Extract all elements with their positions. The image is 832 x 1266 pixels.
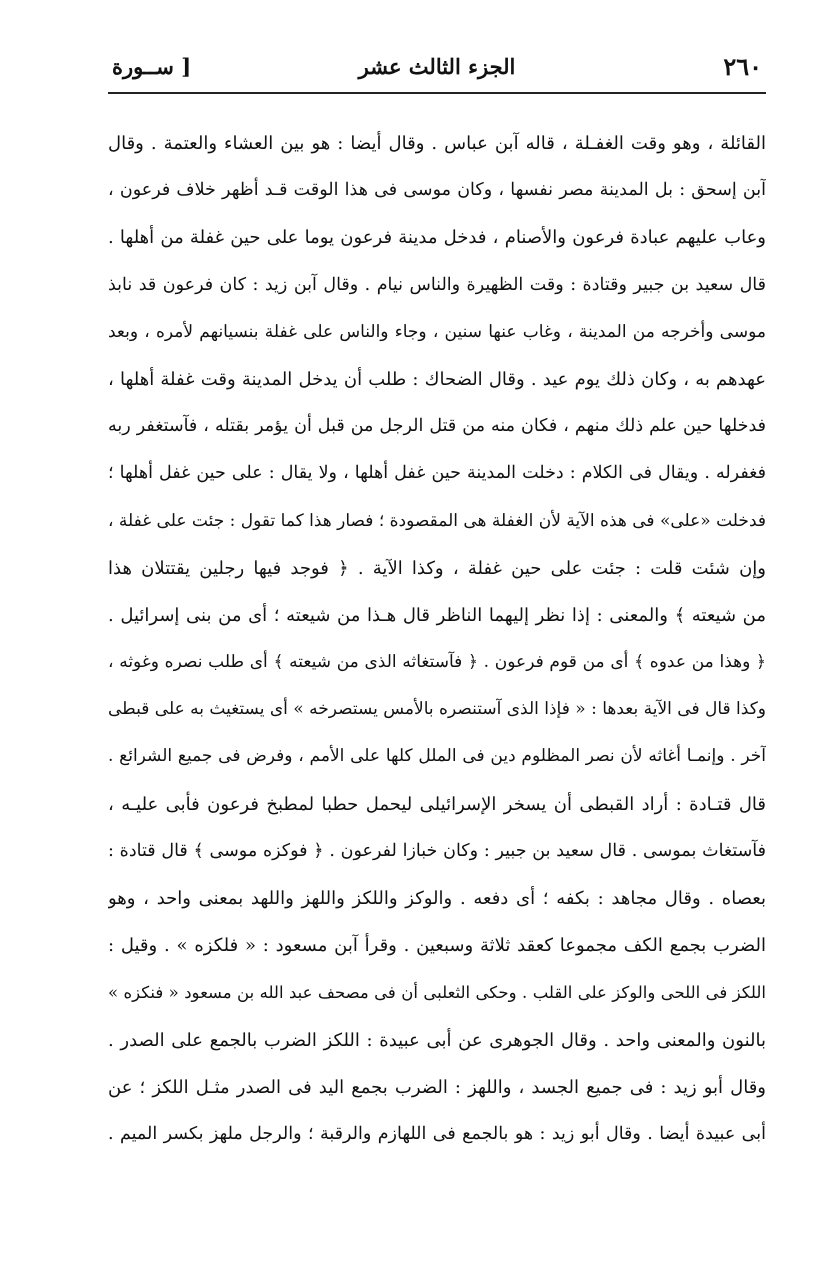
text-line: وكذا قال فى الآية بعدها : « فإذا الذى آستنصره بالأمس يستصرخه » أى يستغيث به على قبطى (108, 699, 766, 720)
text-line: قال سعيد بن جبير وقتادة : وقت الظهيرة والناس نيام . وقال آبن زيد : كان فرعون قد نابذ (108, 274, 766, 295)
text-line: قال قتـادة : أراد القبطى أن يسخر الإسرائيلى ليحمل حطبا لمطبخ فرعون فأبى عليـه ، (108, 793, 766, 815)
text-line: بعصاه . وقال مجاهد : بكفه ؛ أى دفعه . والوكز واللكز واللهز واللهد بمعنى واحد ، وهو (108, 888, 766, 909)
text-line: الضرب بجمع الكف مجموعا كعقد ثلاثة وسبعين . وقرأ آبن مسعود : « فلكزه » . وقيل : (108, 935, 766, 957)
text-line: آبن إسحق : بل المدينة مصر نفسها ، وكان موسى فى هذا الوقت قـد أظهر خلاف فرعون ، (108, 180, 766, 201)
text-line: أبى عبيدة أيضا . وقال أبو زيد : هو بالجمع فى اللهازم والرقبة ؛ والرجل ملهز بكسر الميم . (108, 1123, 766, 1144)
text-line: فغفرله . ويقال فى الكلام : دخلت المدينة حين غفل أهلها ، ولا يقال : على حين غفل أهلها ؛ (108, 463, 766, 484)
header-rule (108, 92, 766, 94)
page-header (112, 44, 762, 90)
text-line: وعاب عليهم عبادة فرعون والأصنام ، فدخل مدينة فرعون يوما على حين غفلة من أهلها . (108, 227, 766, 249)
body-text (108, 120, 766, 1158)
text-line: فدخلت «على» فى هذه الآية لأن الغفلة هى المقصودة ؛ فصار هذا كما تقول : جئت على غفلة ، (108, 510, 766, 531)
text-line: فآستغاث بموسى . قال سعيد بن جبير : وكان خبازا لفرعون . ﴿ فوكزه موسى ﴾ قال قتادة : (108, 840, 766, 861)
running-title: الجزء الثالث عشر (358, 54, 516, 79)
text-line: من شيعته ﴾ والمعنى : إذا نظر إليهما الناظر قال هـذا من شيعته ؛ أى من بنى إسرائيل . (108, 604, 766, 626)
text-line: عهدهم به ، وكان ذلك يوم عيد . وقال الضحاك : طلب أن يدخل المدينة وقت غفلة أهلها ، (108, 368, 766, 390)
text-line: وقال أبو زيد : فى جميع الجسد ، واللهز : الضرب بجمع اليد فى الصدر مثـل اللكز ؛ عن (108, 1076, 766, 1098)
surah-label: [ ســورة (112, 54, 192, 79)
text-line: القائلة ، وهو وقت الغفـلة ، قاله آبن عباس . وقال أيضا : هو بين العشاء والعتمة . وقال (108, 133, 766, 154)
page-number: ٢٦٠ (723, 52, 762, 81)
text-line: فدخلها حين علم ذلك منهم ، فكان منه من قتل الرجل من قبل أن يؤمر بقتله ، فآستغفر ربه (108, 416, 766, 437)
text-line: وإن شئت قلت : جئت على حين غفلة ، وكذا الآية . ﴿ فوجد فيها رجلين يقتتلان هذا (108, 557, 766, 579)
text-line: بالنون والمعنى واحد . وقال الجوهرى عن أبى عبيدة : اللكز الضرب بالجمع على الصدر . (108, 1029, 766, 1051)
text-line: موسى وأخرجه من المدينة ، وغاب عنها سنين ، وجاء والناس على غفلة بنسيانهم لأمره ، وبعد (108, 321, 766, 342)
text-line: ﴿ وهذا من عدوه ﴾ أى من قوم فرعون . ﴿ فآستغاثه الذى من شيعته ﴾ أى طلب نصره وغوثه ، (108, 652, 766, 673)
text-line: آخر . وإنمـا أغاثه لأن نصر المظلوم دين فى الملل كلها على الأمم ، وفرض فى جميع الشرائع . (108, 746, 766, 767)
text-line: اللكز فى اللحى والوكز على القلب . وحكى الثعلبى أن فى مصحف عبد الله بن مسعود « فنكزه » (108, 983, 766, 1003)
